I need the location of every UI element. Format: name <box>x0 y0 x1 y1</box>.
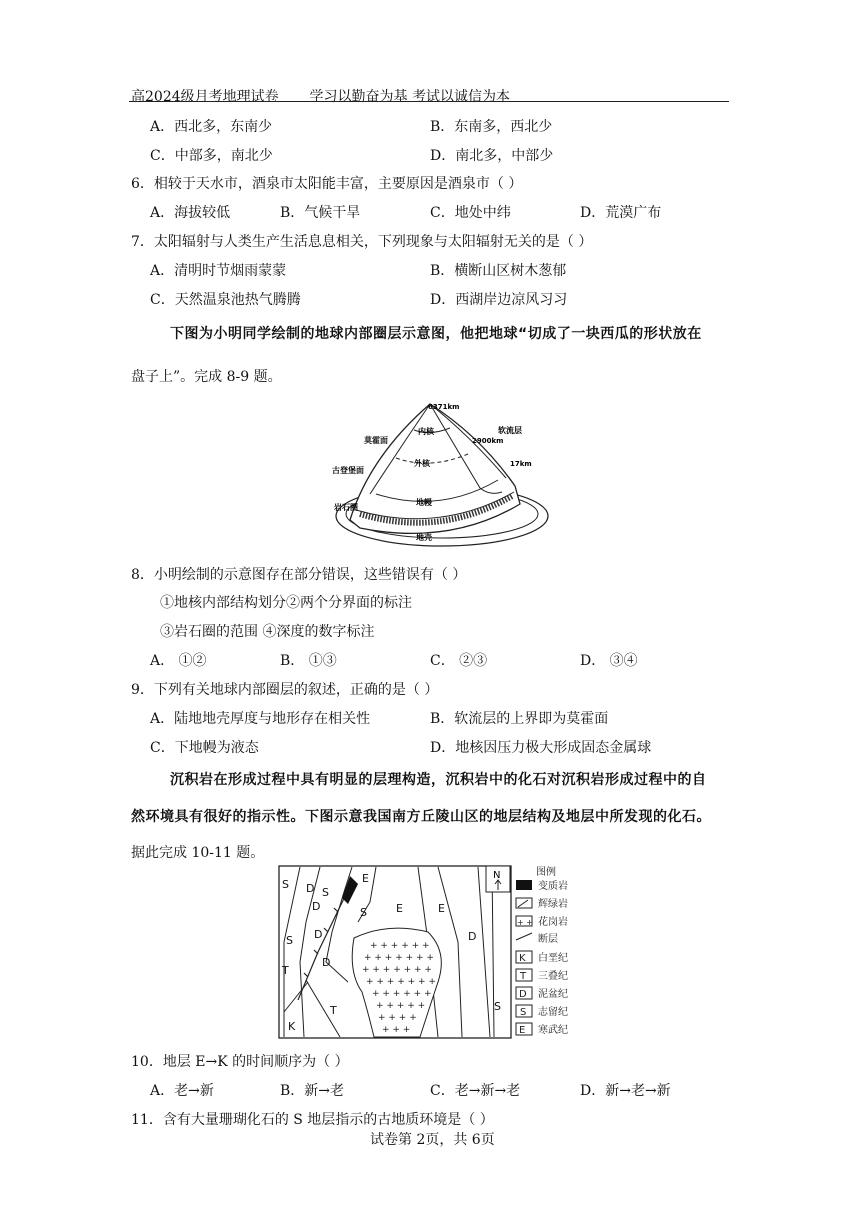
intro2-line2: 然环境具有很好的指示性。下图示意我国南方丘陵山区的地层结构及地层中所发现的化石。 <box>131 809 711 825</box>
stratum-label: S <box>322 886 329 899</box>
q7-stem: 7．太阳辐射与人类生产生活息息相关，下列现象与太阳辐射无关的是（ ） <box>131 234 593 250</box>
label-asthenosphere: 软流层 <box>498 426 522 435</box>
q8-choice-line2: ③岩石圈的范围 ④深度的数字标注 <box>160 624 375 640</box>
header-motto: 学习以勤奋为基 考试以诚信为本 <box>309 89 510 105</box>
q5-option-c: C．中部多，南北少 <box>150 148 273 164</box>
svg-text:+ + + + + + +: + + + + + + + <box>362 965 432 975</box>
header-rule <box>129 101 729 102</box>
page-footer: 试卷第 2页，共 6页 <box>370 1132 495 1148</box>
legend-silurian: 志留纪 <box>538 1007 568 1018</box>
label-lithosphere: 岩石圈 <box>334 503 358 512</box>
svg-text:+ + + + + + +: + + + + + + + <box>366 977 436 987</box>
legend-granite: 花岗岩 <box>538 917 568 928</box>
legend-metamorphic: 变质岩 <box>538 881 568 892</box>
q9-option-c: C．下地幔为液态 <box>150 740 259 756</box>
stratum-label: S <box>282 878 289 891</box>
intro2-line1: 沉积岩在形成过程中具有明显的层理构造，沉积岩中的化石对沉积岩形成过程中的自 <box>170 772 707 788</box>
legend-cambrian: 寒武纪 <box>538 1025 568 1036</box>
q6-option-d: D．荒漠广布 <box>580 205 662 221</box>
q11-stem: 11．含有大量珊瑚化石的 S 地层指示的古地质环境是（ ） <box>131 1112 494 1128</box>
q8-option-d: D． ③④ <box>580 653 638 669</box>
stratum-label: E <box>438 902 445 915</box>
label-crust: 地壳 <box>416 533 432 542</box>
q9-option-b: B．软流层的上界即为莫霍面 <box>430 711 609 727</box>
intro1-line2: 盘子上”。完成 8-9 题。 <box>131 369 282 385</box>
label-outer-core: 外核 <box>414 459 430 468</box>
q8-option-a: A． ①② <box>150 653 207 669</box>
intro1-line1: 下图为小明同学绘制的地球内部圈层示意图，他把地球“切成了一块西瓜的形状放在 <box>170 326 702 342</box>
legend-cretaceous: 白垩纪 <box>538 953 568 964</box>
q7-option-d: D．西湖岸边凉风习习 <box>430 292 568 308</box>
label-2900: 2900km <box>472 437 504 445</box>
stratum-label: D <box>322 956 331 969</box>
geologic-map-figure <box>278 862 584 1040</box>
svg-text:+ + +: + + + <box>382 1025 411 1035</box>
stratum-label: D <box>314 928 323 941</box>
q6-option-c: C．地处中纬 <box>430 205 511 221</box>
q10-option-d: D．新→老→新 <box>580 1083 671 1099</box>
q8-stem: 8．小明绘制的示意图存在部分错误，这些错误有（ ） <box>131 567 467 583</box>
stratum-label: E <box>362 872 369 885</box>
legend-devonian: 泥盆纪 <box>538 989 568 1000</box>
stratum-label: K <box>288 1020 296 1033</box>
q7-option-c: C．天然温泉池热气腾腾 <box>150 292 301 308</box>
stratum-label: D <box>306 882 315 895</box>
label-mantle: 地幔 <box>416 498 432 507</box>
label-moho: 莫霍面 <box>364 436 388 445</box>
q5-option-b: B．东南多，西北少 <box>430 119 553 135</box>
svg-text:+ + + +: + + + + <box>378 1013 417 1023</box>
legend-code-d: D <box>519 989 527 1000</box>
svg-text:+ +: + + <box>517 918 533 927</box>
legend-code-t: T <box>520 971 527 982</box>
svg-text:+ + + + + +: + + + + + + <box>370 941 430 951</box>
q9-stem: 9．下列有关地球内部圈层的叙述，正确的是（ ） <box>131 682 439 698</box>
north-arrow-icon: N <box>493 870 501 881</box>
q7-option-a: A．清明时节烟雨蒙蒙 <box>150 263 287 279</box>
stratum-label: T <box>330 1004 337 1017</box>
stratum-label: S <box>360 906 367 919</box>
stratum-label: T <box>282 964 289 977</box>
label-17: 17km <box>510 460 532 468</box>
q5-option-d: D．南北多，中部少 <box>430 148 554 164</box>
label-gutenberg: 古登堡面 <box>332 466 364 475</box>
q10-stem: 10．地层 E→K 的时间顺序为（ ） <box>131 1054 349 1070</box>
stratum-label: E <box>396 902 403 915</box>
q6-stem: 6．相较于天水市，酒泉市太阳能丰富，主要原因是酒泉市（ ） <box>131 176 523 192</box>
stratum-label: S <box>494 1000 501 1013</box>
header <box>131 86 510 106</box>
q8-option-b: B． ①③ <box>280 653 337 669</box>
stratum-label: D <box>312 900 321 913</box>
legend-code-e: E <box>519 1025 526 1036</box>
header-title: 高2024级月考地理试卷 <box>131 89 279 105</box>
stratum-label: D <box>468 930 477 943</box>
label-inner-core: 内核 <box>418 427 434 436</box>
q8-option-c: C． ②③ <box>430 653 488 669</box>
q6-option-a: A．海拔较低 <box>150 205 231 221</box>
q6-option-b: B．气候干旱 <box>280 205 361 221</box>
legend-code-k: K <box>519 953 526 964</box>
svg-text:+ + + + +: + + + + + <box>376 1001 426 1011</box>
q7-option-b: B．横断山区树木葱郁 <box>430 263 567 279</box>
q9-option-a: A．陆地地壳厚度与地形存在相关性 <box>150 711 371 727</box>
q10-option-c: C．老→新→老 <box>430 1083 521 1099</box>
earth-layers-figure <box>330 396 550 552</box>
q10-option-a: A．老→新 <box>150 1083 214 1099</box>
q9-option-d: D．地核因压力极大形成固态金属球 <box>430 740 652 756</box>
legend-triassic: 三叠纪 <box>538 971 568 982</box>
legend-diabase: 辉绿岩 <box>538 899 568 910</box>
label-6371: 6371km <box>428 403 460 411</box>
stratum-label: S <box>286 934 293 947</box>
q5-option-a: A．西北多，东南少 <box>150 119 273 135</box>
legend-code-s: S <box>520 1007 527 1018</box>
intro2-line3: 据此完成 10-11 题。 <box>131 845 265 861</box>
legend-fault: 断层 <box>538 934 558 945</box>
q8-choice-line1: ①地核内部结构划分②两个分界面的标注 <box>160 595 412 611</box>
q10-option-b: B．新→老 <box>280 1083 345 1099</box>
svg-text:+ + + + + +: + + + + + + <box>372 989 432 999</box>
svg-text:+ + + + + + +: + + + + + + + <box>364 953 434 963</box>
legend-title: 图例 <box>536 867 556 878</box>
